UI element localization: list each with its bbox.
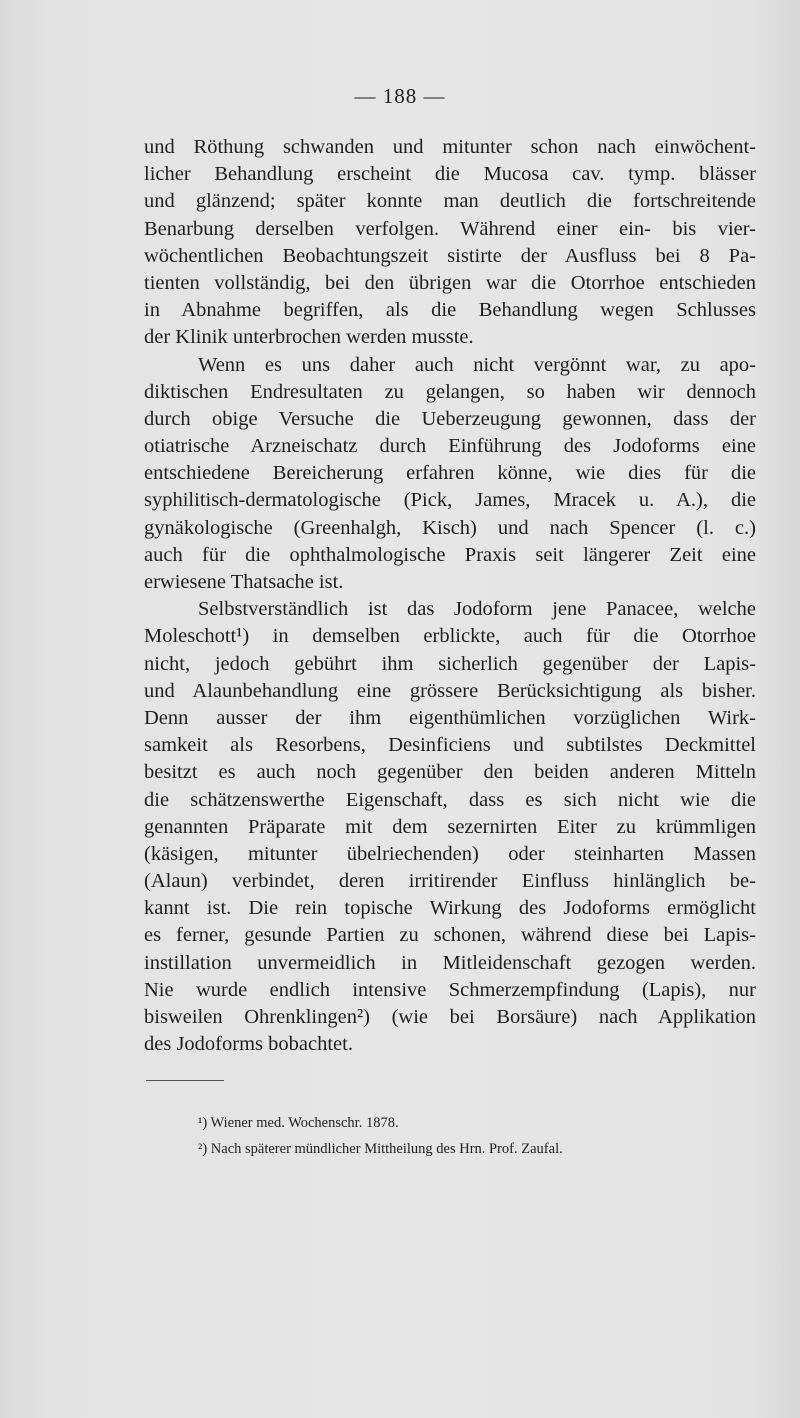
text-line: bisweilen Ohrenklingen²) (wie bei Borsäure) nach Applikation: [144, 1006, 756, 1028]
text-line: instillation unvermeidlich in Mitleidenschaft gezogen werden.: [144, 951, 756, 974]
text-line: besitzt es auch noch gegenüber den beiden anderen Mitteln: [144, 761, 756, 784]
text-line: tienten vollständig, bei den übrigen war die Otorrhoe entschieden: [144, 271, 756, 294]
body-text: [144, 134, 756, 1058]
text-line: entschiedene Bereicherung erfahren könne, wie dies für die: [144, 462, 756, 485]
text-line: kannt ist. Die rein topische Wirkung des Jodoforms ermöglicht: [144, 897, 756, 920]
page-number: — 188 —: [354, 84, 446, 108]
text-line: Wenn es uns daher auch nicht vergönnt war, zu apo-: [198, 353, 756, 376]
text-line: wöchentlichen Beobachtungszeit sistirte der Ausfluss bei 8 Pa-: [144, 244, 756, 267]
text-line: und glänzend; später konnte man deutlich die fortschreitende: [144, 190, 756, 213]
text-line: es ferner, gesunde Partien zu schonen, während diese bei Lapis-: [144, 924, 756, 947]
footnote: ¹) Wiener med. Wochenschr. 1878.: [198, 1115, 399, 1131]
text-line: erwiesene Thatsache ist.: [144, 571, 344, 593]
paragraph: [144, 134, 756, 352]
footnote: ²) Nach späterer mündlicher Mittheilung des Hrn. Prof. Zaufal.: [198, 1141, 563, 1157]
text-line: samkeit als Resorbens, Desinficiens und subtilstes Deckmittel: [144, 734, 756, 757]
text-line: Nie wurde endlich intensive Schmerzempfindung (Lapis), nur: [144, 978, 756, 1001]
paragraph: [144, 596, 756, 1058]
text-line: und Alaunbehandlung eine grössere Berücksichtigung als bisher.: [144, 679, 756, 702]
text-line: des Jodoforms bobachtet.: [144, 1033, 353, 1056]
footnotes: [198, 1110, 758, 1162]
text-line: Denn ausser der ihm eigenthümlichen vorzüglichen Wirk-: [144, 706, 756, 729]
text-line: otiatrische Arzneischatz durch Einführung des Jodoforms eine: [144, 435, 756, 458]
text-line: nicht, jedoch gebührt ihm sicherlich gegenüber der Lapis-: [144, 652, 756, 675]
text-line: Selbstverständlich ist das Jodoform jene Panacee, welche: [198, 598, 756, 621]
footnote-divider: [146, 1080, 224, 1081]
paragraph: [144, 352, 756, 597]
text-line: der Klinik unterbrochen werden musste.: [144, 326, 474, 349]
text-line: licher Behandlung erscheint die Mucosa cav. tymp. blässer: [144, 163, 756, 186]
text-line: in Abnahme begriffen, als die Behandlung wegen Schlusses: [144, 299, 756, 322]
text-line: syphilitisch-dermatologische (Pick, James, Mracek u. A.), die: [144, 489, 756, 512]
text-line: durch obige Versuche die Ueberzeugung gewonnen, dass der: [144, 407, 756, 430]
text-line: gynäkologische (Greenhalgh, Kisch) und nach Spencer (l. c.): [144, 516, 756, 539]
text-line: diktischen Endresultaten zu gelangen, so haben wir dennoch: [144, 380, 756, 403]
text-line: (käsigen, mitunter übelriechenden) oder steinharten Massen: [144, 842, 756, 865]
text-line: Benarbung derselben verfolgen. Während einer ein- bis vier-: [144, 217, 756, 240]
text-line: (Alaun) verbindet, deren irritirender Einfluss hinlänglich be-: [144, 870, 756, 893]
text-line: die schätzenswerthe Eigenschaft, dass es sich nicht wie die: [144, 788, 756, 811]
text-line: Moleschott¹) in demselben erblickte, auch für die Otorrhoe: [144, 625, 756, 648]
text-line: und Röthung schwanden und mitunter schon nach einwöchent-: [144, 136, 756, 158]
text-line: auch für die ophthalmologische Praxis seit längerer Zeit eine: [144, 543, 756, 566]
text-line: genannten Präparate mit dem sezernirten Eiter zu krümmligen: [144, 815, 756, 838]
